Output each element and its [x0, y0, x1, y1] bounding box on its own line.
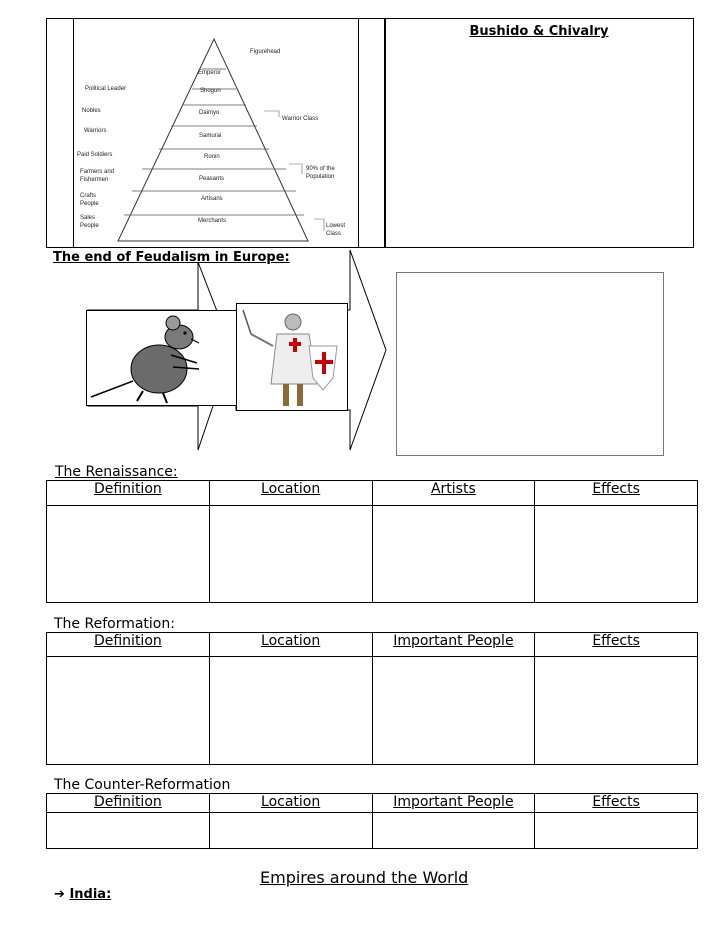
counter-cell-definition[interactable] [47, 813, 210, 849]
renaissance-cell-artists[interactable] [372, 506, 535, 603]
knight-drawing [237, 304, 347, 410]
reformation-header-important-people: Important People [372, 633, 535, 657]
rat-image [86, 310, 238, 406]
knight-image [236, 303, 348, 411]
renaissance-header-effects: Effects [535, 481, 698, 506]
counter-cell-important-people[interactable] [372, 813, 535, 849]
pyr-left-label-6: Crafts People [80, 193, 99, 207]
renaissance-header-definition: Definition [47, 481, 210, 506]
renaissance-header-artists: Artists [372, 481, 535, 506]
india-label: India: [69, 887, 112, 902]
pyr-left-label-5: Farmers and Fishermen [80, 169, 115, 183]
rat-drawing [87, 311, 237, 405]
counter-reformation-title: The Counter-Reformation [54, 777, 231, 793]
bushido-title: Bushido & Chivalry [469, 24, 609, 39]
reformation-title: The Reformation: [54, 616, 175, 632]
pyr-left-label-1: Political Leader [85, 86, 127, 92]
reformation-header-effects: Effects [535, 633, 698, 657]
counter-header-location: Location [209, 794, 372, 813]
counter-cell-effects[interactable] [535, 813, 698, 849]
reformation-cell-important-people[interactable] [372, 657, 535, 765]
pyr-left-label-2: Nobles [82, 108, 101, 114]
renaissance-cell-definition[interactable] [47, 506, 210, 603]
bushido-box [384, 18, 694, 248]
pyr-right-label-1: Warrior Class [282, 116, 319, 122]
pyr-tier-3: Samurai [199, 133, 222, 139]
pyr-left-label-3: Warriors [84, 128, 107, 134]
reformation-header-definition: Definition [47, 633, 210, 657]
pyr-tier-6: Artisans [201, 196, 223, 202]
feudalism-answer-box[interactable] [396, 272, 664, 456]
arrow-right-icon: ➔ [54, 887, 65, 902]
pyr-right-label-2: 90% of the Population [306, 166, 335, 180]
renaissance-table [46, 480, 698, 603]
reformation-cell-effects[interactable] [535, 657, 698, 765]
reformation-table [46, 632, 698, 765]
counter-header-effects: Effects [535, 794, 698, 813]
pyr-tier-7: Merchants [198, 218, 227, 224]
renaissance-title [55, 464, 178, 480]
pyr-top-figurehead: Figurehead [250, 49, 281, 55]
renaissance-cell-location[interactable] [209, 506, 372, 603]
reformation-cell-definition[interactable] [47, 657, 210, 765]
pyr-tier-4: Ronin [204, 154, 220, 160]
renaissance-header-location: Location [209, 481, 372, 506]
pyr-top-emperor: Emperor [198, 70, 222, 76]
renaissance-title-text: The Renaissance: [55, 464, 178, 480]
counter-header-important-people: Important People [372, 794, 535, 813]
reformation-header-location: Location [209, 633, 372, 657]
counter-reformation-table [46, 793, 698, 849]
pyr-tier-2: Daimyo [199, 110, 220, 116]
counter-cell-location[interactable] [209, 813, 372, 849]
renaissance-cell-effects[interactable] [535, 506, 698, 603]
pyr-left-label-4: Paid Soldiers [77, 152, 113, 158]
pyramid-right-divider [358, 18, 359, 248]
pyr-left-label-7: Sales People [80, 215, 99, 229]
pyr-tier-1: Shogun [200, 88, 221, 94]
pyr-right-label-3: Lowest Class [326, 223, 346, 237]
pyr-tier-5: Peasants [199, 176, 225, 182]
empires-title: Empires around the World [260, 868, 469, 887]
india-heading [54, 887, 111, 902]
feudalism-title: The end of Feudalism in Europe: [53, 250, 290, 265]
counter-header-definition: Definition [47, 794, 210, 813]
reformation-cell-location[interactable] [209, 657, 372, 765]
